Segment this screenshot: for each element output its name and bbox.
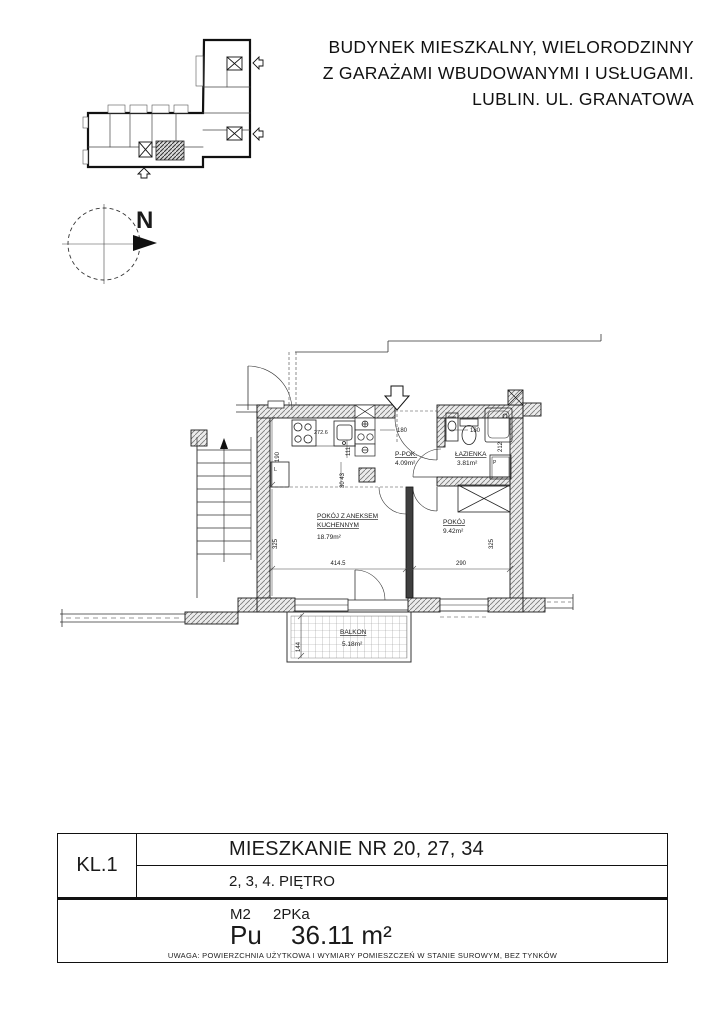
wall-shaft-chunk bbox=[359, 468, 375, 482]
wall-ext-right bbox=[523, 598, 545, 612]
staircase bbox=[197, 437, 251, 562]
entrance-arrow-icon bbox=[253, 128, 263, 140]
usable-area bbox=[230, 920, 414, 951]
north-label: N bbox=[136, 207, 154, 234]
wall-stub-right bbox=[523, 403, 541, 416]
dim-bedroom-depth: 325 bbox=[489, 538, 495, 549]
dim-living-width: 414.5 bbox=[330, 561, 346, 567]
type-value: 2PKa bbox=[273, 906, 310, 923]
north-arrow-icon bbox=[133, 235, 157, 251]
sink-icon bbox=[334, 421, 355, 446]
balcony-door bbox=[355, 570, 385, 600]
dim-kitchen-width: 272.6 bbox=[314, 430, 328, 436]
entrance-arrow-icon bbox=[138, 168, 150, 178]
title-block bbox=[57, 833, 668, 963]
title-line-1: BUDYNEK MIESZKALNY, WIELORODZINNY bbox=[328, 37, 694, 57]
dim-living-depth: 325 bbox=[273, 538, 279, 549]
stove-icon bbox=[292, 420, 316, 446]
room-hall-area: 4.09m² bbox=[395, 460, 416, 467]
room-bedroom-name: POKÓJ bbox=[443, 519, 466, 526]
washer-label: P bbox=[493, 460, 497, 466]
wall-bottom-b bbox=[408, 598, 440, 612]
shaft-column bbox=[355, 405, 375, 456]
stairwell-door bbox=[248, 366, 292, 410]
room-living-name-1: POKÓJ Z ANEKSEM bbox=[317, 513, 379, 520]
balcony-door-threshold bbox=[348, 600, 408, 610]
dim-bath-width: 212 bbox=[498, 441, 504, 452]
stair-direction-arrow bbox=[220, 438, 228, 449]
apartment-number: MIESZKANIE NR 20, 27, 34 bbox=[137, 834, 667, 866]
room-bathroom-area: 3.81m² bbox=[457, 460, 478, 467]
key-plan bbox=[83, 40, 263, 178]
stair-shaft-icon bbox=[139, 142, 152, 157]
wall-bottom-c bbox=[488, 598, 523, 612]
dim-bath-door: 180 bbox=[470, 428, 481, 434]
room-bedroom-area: 9.42m² bbox=[443, 528, 464, 535]
room-living-area: 18.79m² bbox=[317, 534, 341, 541]
wall-ext-left-b bbox=[185, 612, 238, 624]
balcony bbox=[287, 612, 411, 662]
room-bathroom-name: ŁAZIENKA bbox=[455, 451, 487, 458]
north-indicator bbox=[62, 204, 157, 284]
washing-machine-icon bbox=[490, 455, 511, 479]
entrance-arrow-icon bbox=[253, 57, 263, 69]
room-balcony-area: 5.18m² bbox=[342, 641, 363, 648]
stair-shaft-icon bbox=[227, 127, 242, 140]
wardrobe-icon bbox=[458, 485, 510, 512]
dim-kitchen-depth: 190 bbox=[275, 451, 281, 462]
room-balcony-name: BALKON bbox=[340, 629, 367, 636]
living-door bbox=[379, 487, 406, 514]
dim-shaft-a: 111 bbox=[346, 446, 352, 456]
staircase-key: KL.1 bbox=[58, 834, 137, 897]
unit-highlight bbox=[156, 141, 184, 160]
dim-bedroom-width: 290 bbox=[455, 561, 467, 567]
balcony-tiles bbox=[291, 616, 407, 658]
wall-top-right bbox=[437, 405, 523, 418]
room-living-name-2: KUCHENNYM bbox=[317, 522, 359, 529]
wall-bottom-a bbox=[257, 598, 295, 612]
floor-label: 2, 3, 4. PIĘTRO bbox=[229, 873, 335, 890]
window-bedroom bbox=[440, 599, 488, 617]
area-label: Pu bbox=[230, 920, 262, 950]
dim-shaft-b: 30 43 bbox=[340, 472, 346, 488]
wall-ext-left-a bbox=[238, 598, 257, 612]
stair-shaft-icon bbox=[227, 57, 242, 70]
type-code: M2 bbox=[230, 906, 251, 923]
dim-balcony-depth: 144 bbox=[296, 641, 302, 652]
room-hall-name: P-POK. bbox=[395, 451, 418, 458]
wall-stair-corner bbox=[191, 430, 207, 446]
fridge-label: L bbox=[274, 467, 278, 473]
dim-entry-door: 180 bbox=[397, 428, 408, 434]
floor-plan bbox=[60, 334, 601, 662]
wall-right bbox=[510, 418, 523, 612]
wall-left bbox=[257, 405, 270, 598]
disclaimer-note: UWAGA: POWIERZCHNIA UŻYTKOWA I WYMIARY POMIESZCZEŃ W STANIE SUROWYM, BEZ TYNKÓW bbox=[167, 951, 558, 960]
bedroom-door bbox=[413, 487, 437, 511]
title-line-3: LUBLIN. UL. GRANATOWA bbox=[472, 89, 694, 109]
wall-bath-left bbox=[437, 418, 445, 447]
partition-rooms bbox=[406, 487, 413, 598]
window-living bbox=[295, 599, 348, 611]
area-value: 36.11 m² bbox=[291, 920, 392, 950]
title-line-2: Z GARAŻAMI WBUDOWANYMI I USŁUGAMI. bbox=[322, 63, 694, 83]
